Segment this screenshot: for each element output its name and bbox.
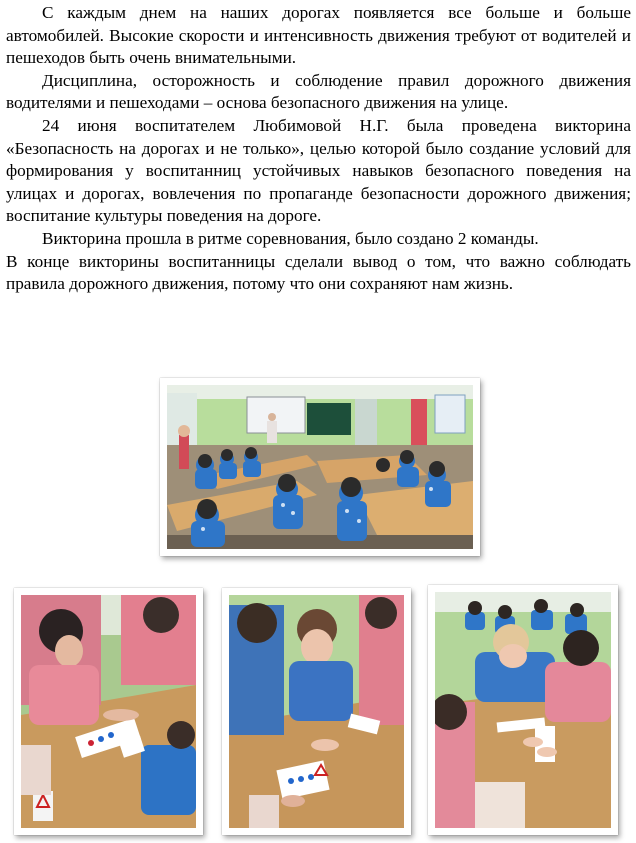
photo-quiz-3 [428,585,618,835]
paragraph-5: В конце викторины воспитанницы сделали вывод о том, что важно соблюдать правила дорожного движения, потому что они сохраняют нам жизнь. [6,251,631,294]
paragraph-4: Викторина прошла в ритме соревнования, было создано 2 команды. [42,228,539,248]
paragraph-3: 24 июня воспитателем Любимовой Н.Г. была проведена викторина «Безопасность на дорогах и не только», целью которой было создание условий для формирования у воспитанниц устойчивых навыков безопасного поведения на улицах и дорогах, вовлечения по пропаганде безопасности дорожного движения; воспитание культуры поведения на дороге. [6,115,631,226]
photo-classroom [160,378,480,556]
quiz-image-1 [21,595,196,828]
paragraph-1: С каждым днем на наших дорогах появляется все больше и больше автомобилей. Высокие скорости и интенсивность движения требуют от водителей и пешеходов быть очень внимательными. [6,3,631,68]
classroom-image [167,385,473,549]
photo-quiz-1 [14,588,203,835]
paragraph-2: Дисциплина, осторожность и соблюдение правил дорожного движения водителями и пешеходами – основа безопасного движения на улице. [6,70,631,113]
photo-quiz-2 [222,588,411,835]
quiz-image-3 [435,592,611,828]
quiz-image-2 [229,595,404,828]
article-text [6,2,631,296]
